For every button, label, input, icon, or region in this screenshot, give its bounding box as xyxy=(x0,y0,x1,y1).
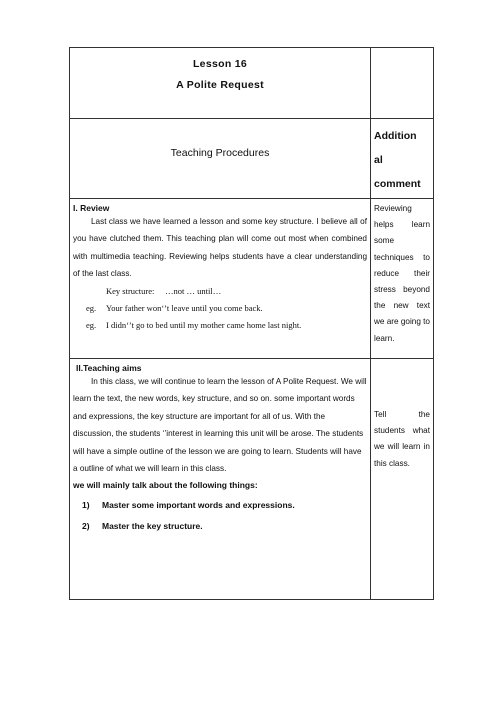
aims-cell xyxy=(70,359,371,600)
example-2: eg. I didn‘’t go to bed until my mother came home last night. xyxy=(86,320,302,331)
title-side-cell xyxy=(371,48,434,119)
procedures-heading: Teaching Procedures xyxy=(170,147,270,159)
review-comment-cell xyxy=(371,199,434,359)
key-structure-line: Key structure: …not … until… xyxy=(106,285,222,296)
lesson-title: A Polite Request xyxy=(176,79,264,91)
review-comment: Reviewing helps learn some techniques to reduce their stress beyond the new text we are going to learn. xyxy=(374,204,430,343)
lesson-number: Lesson 16 xyxy=(192,58,248,70)
review-cell xyxy=(70,199,371,359)
aims-item-2: 2) Master the key structure. xyxy=(82,520,203,531)
aims-item-1: 1) Master some important words and expressions. xyxy=(82,499,295,510)
aims-comment-cell xyxy=(371,359,434,600)
procedures-header-cell xyxy=(70,119,371,199)
aims-heading: II.Teaching aims xyxy=(76,363,142,373)
review-paragraph: Last class we have learned a lesson and some key structure. I believe all of you have clutched them. This teaching plan will come out most when combined with multimedia teaching. Reviewing helps students have a clear understanding of the last class. xyxy=(73,217,367,279)
aims-paragraph: In this class, we will continue to learn the lesson of A Polite Request. We will learn the text, the new words, key structure, and so on. some important words and expressions, the key structure are important for all of us. With the discussion, the students ‘’interest in learning this unit will be arose. The students will have a simple outline of the lesson we are going to learn. Students will have a outline of what we will learn in this class. xyxy=(73,377,367,474)
aims-lead: we will mainly talk about the following things: xyxy=(73,480,258,491)
review-heading: I. Review xyxy=(73,203,110,213)
additional-comment-heading: Addition al comment xyxy=(374,130,421,190)
lesson-plan-table xyxy=(69,47,434,600)
aims-comment: Tell the students what we will learn in this class. xyxy=(374,410,430,468)
title-cell xyxy=(70,48,371,119)
example-1: eg. Your father won‘’t leave until you come back. xyxy=(86,303,263,314)
comment-header-cell xyxy=(371,119,434,199)
